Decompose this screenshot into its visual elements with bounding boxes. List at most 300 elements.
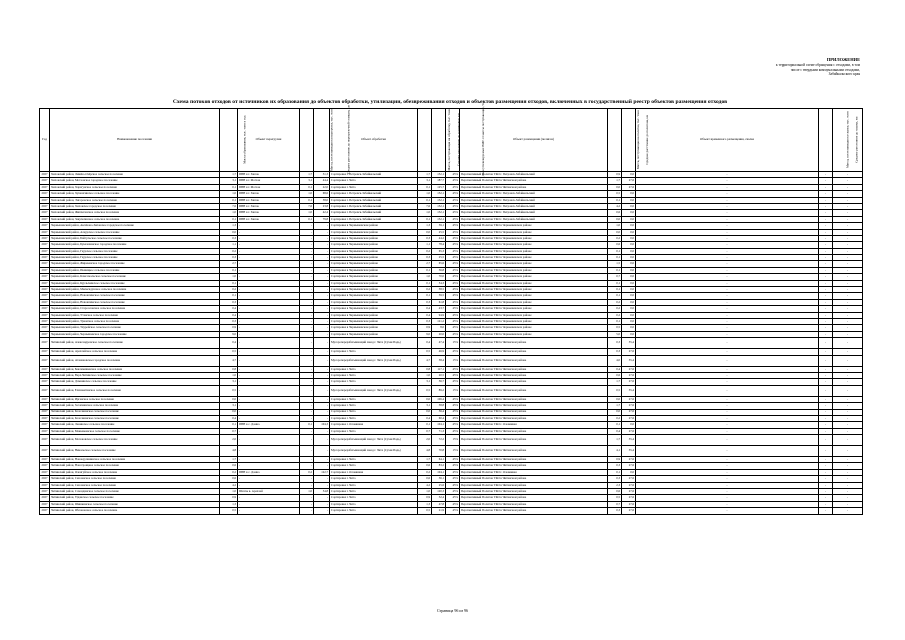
table-cell: 68,6 xyxy=(314,191,330,197)
table-cell: 117,1 xyxy=(432,366,446,372)
table-cell: Перспективный Полигон ТКО в Читинском районе xyxy=(460,428,608,434)
table-cell: 25,5 xyxy=(432,255,446,261)
table-cell: 7,6 xyxy=(220,203,238,209)
table-cell: Сортировка г. Чита xyxy=(330,372,418,378)
table-cell: - xyxy=(314,501,330,507)
table-cell: 20,0 xyxy=(432,331,446,337)
table-cell: 45% xyxy=(446,331,460,337)
table-cell: 47,8 xyxy=(432,501,446,507)
table-cell: 152,1 xyxy=(432,216,446,222)
table-cell: 45% xyxy=(446,482,460,488)
table-cell: Чернышевский район, Комсомольское сельское поселение xyxy=(50,274,220,280)
table-cell: Перспективный Полигон ТКО в Читинском районе xyxy=(460,501,608,507)
table-cell: - xyxy=(238,415,300,421)
table-cell: Читинский район, Маккавеевское сельское поселение xyxy=(50,428,220,434)
table-cell: Хилокский район, Харагунское сельское поселение xyxy=(50,184,220,190)
appendix-line: к территориальной схеме обращения с отходами, в том xyxy=(775,62,860,67)
table-cell: 0,3 xyxy=(220,235,238,241)
table-cell: Сортировка в Чернышевском районе xyxy=(330,248,418,254)
table-cell: 45% xyxy=(446,299,460,305)
table-cell: 27,6 xyxy=(622,403,636,409)
table-cell: 4,8 xyxy=(220,446,238,457)
header-processing-mass: Масса, поступающая на обработку, тыс. тонн xyxy=(418,109,432,172)
table-cell: 2027 xyxy=(41,210,48,215)
table-cell: - xyxy=(833,172,863,178)
table-cell: 1,0 xyxy=(220,210,238,216)
table-cell: 27,6 xyxy=(622,508,636,514)
table-cell: 0,1 xyxy=(608,469,622,475)
table-cell: 0,1 xyxy=(220,293,238,299)
table-cell: Сортировка г. Чита xyxy=(330,482,418,488)
table-cell: - xyxy=(833,409,863,415)
table-cell: 7,6 xyxy=(300,203,314,209)
table-cell: - xyxy=(819,331,833,337)
table-cell: ПВН в с. Домна xyxy=(238,469,300,475)
table-cell: 45% xyxy=(446,422,460,428)
table-cell: 9,0 xyxy=(220,331,238,337)
table-cell: 0,5 xyxy=(608,385,622,396)
table-cell: 0,8 xyxy=(418,366,432,372)
table-cell: Перспективный Полигон ТКО в Читинском районе xyxy=(460,463,608,469)
table-cell: - xyxy=(636,463,819,469)
table-cell: Чернышевский район, Чернышевское городское поселение xyxy=(50,331,220,337)
table-cell: 1,7 xyxy=(608,379,622,385)
table-cell: - xyxy=(238,318,300,324)
table-cell: 45% xyxy=(446,261,460,267)
table-cell: 2027 xyxy=(41,287,48,292)
table-cell: - xyxy=(819,287,833,293)
table-row xyxy=(40,508,863,514)
table-cell: - xyxy=(314,306,330,312)
table-cell: 15% xyxy=(446,338,460,349)
table-cell: 45% xyxy=(446,197,460,203)
table-cell: 0,6 xyxy=(608,489,622,495)
table-cell: - xyxy=(833,261,863,267)
table-cell: 0,3 xyxy=(418,299,432,305)
table-cell: Перспективный Полигон ТКО в Чернышевском районе xyxy=(460,235,608,241)
table-cell: 9,0 xyxy=(418,331,432,337)
table-cell: Перспективный Полигон ТКО в Чернышевском районе xyxy=(460,223,608,229)
table-cell: 0,2 xyxy=(418,469,432,475)
table-cell: 45% xyxy=(446,229,460,235)
table-cell: 45% xyxy=(446,457,460,463)
table-cell: Хилокский район, Закультинское сельское поселение xyxy=(50,216,220,222)
table-cell: - xyxy=(314,299,330,305)
table-cell: - xyxy=(238,229,300,235)
table-cell: Читинский район, Атамановское городское поселение xyxy=(50,355,220,366)
table-cell: 0,6 xyxy=(418,476,432,482)
table-cell: Перспективный Полигон ТКО в Читинском районе xyxy=(460,366,608,372)
table-cell: Хилокский район, Жипхегенское сельское поселение xyxy=(50,210,220,216)
table-cell: 0,1 xyxy=(608,293,622,299)
table-cell: 2027 xyxy=(41,216,48,221)
table-cell: Перспективный Полигон ТКО в Чернышевском районе xyxy=(460,280,608,286)
table-cell: Перспективный Полигон ТКО в Чернышевском районе xyxy=(460,325,608,331)
table-cell: 0,3 xyxy=(418,255,432,261)
table-cell: Сортировка в Чернышевском районе xyxy=(330,235,418,241)
table-cell: 0,1 xyxy=(608,197,622,203)
table-cell: 2027 xyxy=(40,385,50,396)
table-cell: ПВН в г. Хилок xyxy=(238,216,300,222)
table-cell: 27,6 xyxy=(622,489,636,495)
table-cell: 45% xyxy=(446,349,460,355)
table-cell: 0,5 xyxy=(418,349,432,355)
table-cell: 0,0 xyxy=(622,216,636,222)
table-cell: - xyxy=(314,235,330,241)
table-cell: 0,0 xyxy=(220,409,238,415)
table-cell: Перспективный Полигон ТКО в Чернышевском районе xyxy=(460,299,608,305)
table-cell: Чернышевский район, Укурейское сельское поселение xyxy=(50,325,220,331)
table-cell: 45% xyxy=(446,306,460,312)
table-cell: 152,1 xyxy=(432,210,446,216)
table-cell: ПВН в г. Могзон xyxy=(238,178,300,184)
table-cell: - xyxy=(833,476,863,482)
table-cell: 0,0 xyxy=(622,325,636,331)
table-cell: - xyxy=(300,409,314,415)
table-cell: Чернышевский район, Новоилимское сельское поселение xyxy=(50,293,220,299)
table-cell: - xyxy=(314,435,330,446)
table-cell: - xyxy=(300,403,314,409)
table-cell: 70,0 xyxy=(432,274,446,280)
table-row xyxy=(40,355,863,366)
table-cell: - xyxy=(819,372,833,378)
table-cell: 0,0 xyxy=(622,280,636,286)
header-mass-generated: Масса образования, тыс. тонн в год xyxy=(220,109,238,172)
table-cell: 0,0 xyxy=(622,197,636,203)
table-cell: - xyxy=(300,287,314,293)
table-cell: - xyxy=(636,287,819,293)
table-cell: - xyxy=(238,403,300,409)
table-cell: 0,1 xyxy=(300,216,314,222)
table-cell: Перспективный Полигон ТКО в Чернышевском районе xyxy=(460,229,608,235)
table-cell: Чернышевский район, Мильгидунское сельское поселение xyxy=(50,287,220,293)
table-cell: - xyxy=(819,235,833,241)
table-cell: - xyxy=(819,280,833,286)
table-cell: 2027 xyxy=(41,178,48,183)
table-cell: 0,4 xyxy=(418,312,432,318)
table-cell: - xyxy=(819,501,833,507)
table-cell: 0,0 xyxy=(622,191,636,197)
table-cell: 2027 xyxy=(41,255,48,260)
table-cell: - xyxy=(636,267,819,273)
table-cell: 187,7 xyxy=(432,178,446,184)
table-cell: 121,2 xyxy=(432,318,446,324)
table-cell: - xyxy=(636,396,819,402)
table-cell: 0,6 xyxy=(608,210,622,216)
table-cell: - xyxy=(238,385,300,396)
table-cell: 0,6 xyxy=(220,463,238,469)
table-cell: - xyxy=(636,508,819,514)
table-cell: Перспективный Полигон ТКО в Читинском районе xyxy=(460,495,608,501)
table-cell: Чернышевский район, Аксёново-Зиловское городское поселение xyxy=(50,223,220,229)
table-cell: - xyxy=(238,338,300,349)
table-cell: 1,3 xyxy=(418,223,432,229)
table-cell: - xyxy=(833,306,863,312)
table-cell: - xyxy=(314,495,330,501)
table-cell: 0,0 xyxy=(622,235,636,241)
table-cell: - xyxy=(300,318,314,324)
table-cell: 2027 xyxy=(41,261,48,266)
table-cell: - xyxy=(636,476,819,482)
table-cell: - xyxy=(636,223,819,229)
table-cell: - xyxy=(300,372,314,378)
table-cell: 2027 xyxy=(41,366,48,371)
table-cell: 2027 xyxy=(41,463,48,468)
table-cell: 0,0 xyxy=(608,216,622,222)
appendix-heading: ПРИЛОЖЕНИЕ xyxy=(826,57,860,62)
table-cell: Сортировка в Чернышевском районе xyxy=(330,242,418,248)
table-cell: - xyxy=(819,379,833,385)
table-cell: Шахты в. Арахлей xyxy=(238,489,300,495)
table-cell: 0,0 xyxy=(418,396,432,402)
table-cell: ПВН в с. Домна xyxy=(238,422,300,428)
table-cell: - xyxy=(238,248,300,254)
table-cell: - xyxy=(300,463,314,469)
table-cell: 27,6 xyxy=(622,184,636,190)
table-cell: Сортировка г. Чита xyxy=(330,495,418,501)
header-dump-distance: Среднее расстояние до свалки, км xyxy=(833,109,863,172)
table-cell: Перспективный Полигон ТКО в Чернышевском районе xyxy=(460,306,608,312)
table-cell: - xyxy=(238,396,300,402)
table-cell: 2027 xyxy=(41,274,48,279)
table-cell: - xyxy=(819,469,833,475)
table-cell: Перспективный Полигон ТКО в Чернышевском районе xyxy=(460,318,608,324)
table-cell: - xyxy=(833,403,863,409)
table-cell: - xyxy=(833,312,863,318)
table-cell: - xyxy=(636,235,819,241)
table-cell: Хилокский район, Хилокское городское поселение xyxy=(50,203,220,209)
table-cell: - xyxy=(300,280,314,286)
table-cell: 2027 xyxy=(41,203,48,208)
table-cell: 45% xyxy=(446,312,460,318)
table-cell: 45% xyxy=(446,287,460,293)
table-cell: 0,4 xyxy=(608,366,622,372)
table-cell: Перспективный Полигон ТКО в Читинском районе xyxy=(460,409,608,415)
table-cell: 31,3 xyxy=(314,172,330,178)
table-cell: 2027 xyxy=(41,469,48,474)
table-cell: Сортировка г. Чита xyxy=(330,463,418,469)
table-cell: 27,6 xyxy=(622,428,636,434)
table-cell: 2027 xyxy=(41,428,48,433)
table-cell: - xyxy=(636,385,819,396)
table-cell: Читинский район, Смоленское сельское поселение xyxy=(50,482,220,488)
table-cell: 0,0 xyxy=(622,422,636,428)
appendix-line: Забайкальского края xyxy=(828,72,860,77)
table-cell: 1,1 xyxy=(418,242,432,248)
table-cell: 1,0 xyxy=(418,372,432,378)
table-cell: 106,4 xyxy=(432,396,446,402)
table-cell: 2027 xyxy=(41,229,48,234)
table-cell: Сортировка г. Чита xyxy=(330,403,418,409)
table-cell: 3,1 xyxy=(300,178,314,184)
table-cell: 0,9 xyxy=(220,495,238,501)
table-cell: - xyxy=(833,385,863,396)
table-cell: - xyxy=(238,306,300,312)
waste-flow-table xyxy=(39,103,863,515)
table-cell: Перспективный Полигон ТКО в Читинском районе xyxy=(460,372,608,378)
table-cell: - xyxy=(636,428,819,434)
table-cell: - xyxy=(238,274,300,280)
table-cell: Чернышевский район, Байгульское сельское поселение xyxy=(50,235,220,241)
table-cell: 1,0 xyxy=(418,210,432,216)
table-cell: 45% xyxy=(446,280,460,286)
table-cell: 45% xyxy=(446,267,460,273)
table-cell: - xyxy=(833,210,863,216)
table-cell: 1,3 xyxy=(418,501,432,507)
table-cell: - xyxy=(238,446,300,457)
table-cell: - xyxy=(819,396,833,402)
table-cell: - xyxy=(300,299,314,305)
table-cell: - xyxy=(300,435,314,446)
table-cell: 0,9 xyxy=(608,457,622,463)
table-cell: 0,2 xyxy=(608,235,622,241)
header-processing-object: Объект обработки xyxy=(330,109,418,172)
table-cell: - xyxy=(636,280,819,286)
table-cell: - xyxy=(833,274,863,280)
table-cell: Сортировка в Чернышевском районе xyxy=(330,299,418,305)
table-cell: - xyxy=(833,184,863,190)
table-row xyxy=(40,338,863,349)
table-cell: - xyxy=(819,203,833,209)
table-cell: 0,1 xyxy=(220,197,238,203)
table-cell: 0,0 xyxy=(622,248,636,254)
table-cell: - xyxy=(819,306,833,312)
table-cell: - xyxy=(300,242,314,248)
table-cell: - xyxy=(819,495,833,501)
table-cell: Сортировка г. Чита xyxy=(330,501,418,507)
table-cell: Сортировка г. Чита xyxy=(330,379,418,385)
table-cell: Сортировка г. Чита xyxy=(330,489,418,495)
table-cell: 2027 xyxy=(41,489,48,493)
header-landfill-distance: Среднее расстояние до полигона, км xyxy=(622,109,636,172)
table-cell: 0,4 xyxy=(418,306,432,312)
table-cell: - xyxy=(314,372,330,378)
table-cell: 2027 xyxy=(41,318,48,323)
table-cell: - xyxy=(833,469,863,475)
table-cell: Перспективный Полигон ТКО в Читинском районе xyxy=(460,489,608,495)
table-cell: 45% xyxy=(446,463,460,469)
table-cell: - xyxy=(636,435,819,446)
table-cell: - xyxy=(819,463,833,469)
table-cell: 1,3 xyxy=(220,501,238,507)
table-cell: 0,2 xyxy=(608,312,622,318)
table-cell: - xyxy=(636,229,819,235)
table-cell: - xyxy=(833,396,863,402)
table-cell: 2,7 xyxy=(220,261,238,267)
table-cell: 0,1 xyxy=(608,280,622,286)
table-cell: - xyxy=(238,457,300,463)
table-cell: - xyxy=(300,385,314,396)
table-cell: - xyxy=(833,242,863,248)
table-cell: 4,2 xyxy=(220,482,238,488)
table-cell: - xyxy=(636,216,819,222)
table-cell: - xyxy=(833,457,863,463)
table-cell: Сортировка в Чернышевском районе xyxy=(330,287,418,293)
table-cell: Читинский район, Оленгуйское сельское поселение xyxy=(50,469,220,475)
table-cell: - xyxy=(819,415,833,421)
table-cell: - xyxy=(636,469,819,475)
table-cell: ПВН в г. Хилок xyxy=(238,197,300,203)
table-cell: - xyxy=(314,280,330,286)
table-cell: - xyxy=(833,422,863,428)
table-cell: - xyxy=(833,415,863,421)
table-cell: - xyxy=(314,463,330,469)
table-cell: 1,7 xyxy=(220,457,238,463)
table-cell: - xyxy=(636,261,819,267)
table-header-row xyxy=(40,109,863,172)
table-cell: 25,6 xyxy=(432,482,446,488)
table-cell: 45% xyxy=(446,501,460,507)
table-cell: 2027 xyxy=(41,299,48,304)
table-cell: - xyxy=(819,248,833,254)
table-cell: 0,3 xyxy=(608,508,622,514)
table-cell: 1,0 xyxy=(220,489,238,495)
table-cell: Читинский район, Александровское сельское поселение xyxy=(50,338,220,349)
table-cell: - xyxy=(636,255,819,261)
table-cell: 0,3 xyxy=(220,299,238,305)
table-cell: - xyxy=(819,312,833,318)
table-cell: - xyxy=(238,508,300,514)
table-cell: 45% xyxy=(446,172,460,178)
table-cell: ПВН в г. Хилок xyxy=(238,172,300,178)
table-cell: - xyxy=(300,508,314,514)
table-cell: - xyxy=(833,267,863,273)
table-cell: 1,0 xyxy=(220,191,238,197)
table-cell: 0,0 xyxy=(220,396,238,402)
table-cell: 0,0 xyxy=(622,331,636,337)
table-cell: Сортировка в Чернышевском районе xyxy=(330,255,418,261)
table-cell: - xyxy=(833,216,863,222)
table-cell: 35,4 xyxy=(622,338,636,349)
table-cell: 2027 xyxy=(41,248,48,253)
table-cell: 0,4 xyxy=(220,415,238,421)
table-cell: - xyxy=(833,325,863,331)
table-cell: 0,2 xyxy=(608,415,622,421)
table-cell: 0,1 xyxy=(220,184,238,190)
table-cell: 0,0 xyxy=(622,293,636,299)
table-cell: - xyxy=(636,293,819,299)
table-cell: - xyxy=(636,178,819,184)
table-cell: - xyxy=(314,415,330,421)
table-cell: - xyxy=(314,457,330,463)
table-cell: Сортировка в Чернышевском районе xyxy=(330,318,418,324)
table-cell: 0,1 xyxy=(418,280,432,286)
table-cell: 0,9 xyxy=(418,495,432,501)
table-cell: 0,2 xyxy=(608,299,622,305)
table-cell: 0,0 xyxy=(418,409,432,415)
table-cell: - xyxy=(238,463,300,469)
table-cell: - xyxy=(833,255,863,261)
table-cell: Мусороперерабатывающий завод г. Чита (Сухая Падь) xyxy=(330,446,418,457)
table-cell: - xyxy=(833,287,863,293)
table-cell: - xyxy=(819,422,833,428)
table-cell: 0,2 xyxy=(608,306,622,312)
table-cell: 2027 xyxy=(41,306,48,311)
table-cell: 45% xyxy=(446,476,460,482)
table-cell: Сортировка г. Петровск-Забайкальский xyxy=(330,203,418,209)
table-cell: - xyxy=(819,385,833,396)
table-cell: 0,1 xyxy=(608,255,622,261)
table-cell: Перспективный Полигон ТКО в Читинском районе xyxy=(460,349,608,355)
table-cell: 1,0 xyxy=(418,274,432,280)
table-cell: 0,3 xyxy=(220,255,238,261)
table-cell: - xyxy=(636,299,819,305)
table-cell: 1,0 xyxy=(220,372,238,378)
table-cell: - xyxy=(819,355,833,366)
table-cell: - xyxy=(314,379,330,385)
table-cell: 44,2 xyxy=(432,235,446,241)
table-cell: 38,5 xyxy=(432,287,446,293)
